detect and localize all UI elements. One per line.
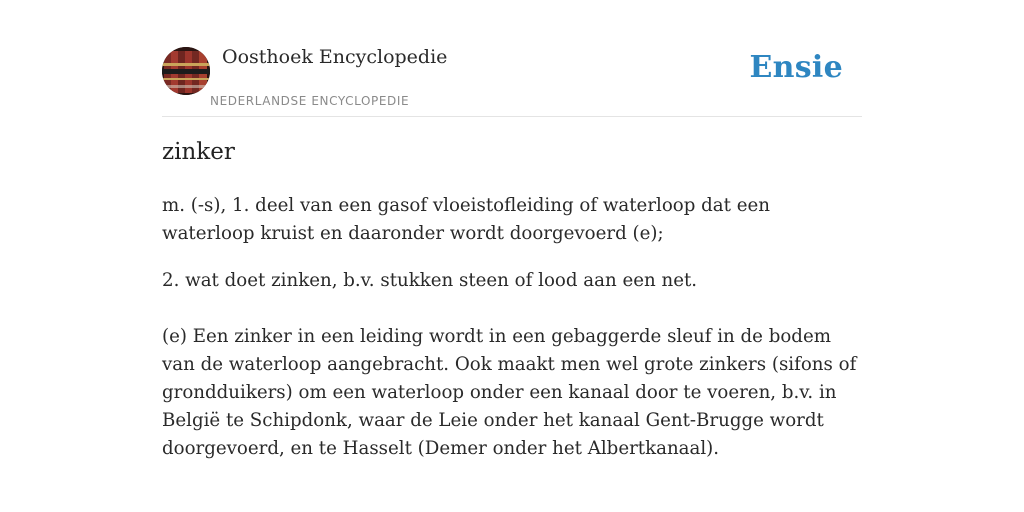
entry-definition-2: 2. wat doet zinken, b.v. stukken steen of lood aan een net.	[162, 270, 698, 291]
header	[162, 0, 862, 117]
entry-explanation: (e) Een zinker in een leiding wordt in een gebaggerde sleuf in de bodem van de waterloop aangebracht. Ook maakt men wel grote zinkers (sifons of grondduikers) om een waterloop onder een kanaal door te voeren, b.v. in België te Schipdonk, waar de Leie onder het kanaal Gent-Brugge wordt doorgevoerd, en te Hasselt (Demer onder het Albertkanaal).	[162, 326, 857, 459]
source-subtitle: NEDERLANDSE ENCYCLOPEDIE	[210, 94, 410, 108]
source-name[interactable]: Oosthoek Encyclopedie	[222, 46, 448, 68]
entry-definition-1: m. (-s), 1. deel van een gasof vloeistofleiding of waterloop dat een waterloop kruist en daaronder wordt doorgevoerd (e);	[162, 195, 770, 244]
source-avatar[interactable]	[162, 47, 210, 95]
book-spines-icon	[162, 47, 210, 95]
page	[162, 0, 862, 459]
ensie-logo-link[interactable]: Ensie	[749, 50, 843, 85]
entry-term: zinker	[162, 139, 235, 165]
